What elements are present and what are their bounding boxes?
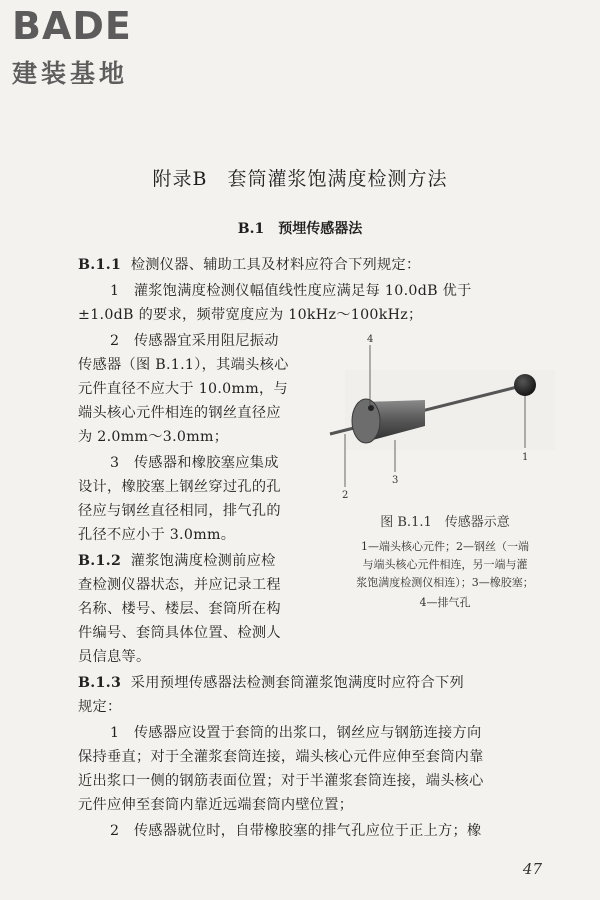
clause-number: B.1.1 bbox=[78, 257, 122, 273]
paragraph-line: 1 灌浆饱满度检测仪幅值线性度应满足每 10.0dB 优于 bbox=[110, 283, 472, 299]
figure-label-4: 4 bbox=[367, 334, 374, 345]
paragraph-line: 件编号、套筒具体位置、检测人 bbox=[78, 625, 281, 641]
paragraph-line: ±1.0dB 的要求，频带宽度应为 10kHz～100kHz； bbox=[78, 307, 423, 323]
paragraph-line: 保持垂直；对于全灌浆套筒连接，端头核心元件应伸至套筒内靠 bbox=[78, 749, 484, 765]
figure-caption-line: 1—端头核心元件；2—钢丝（一端 bbox=[361, 540, 529, 553]
sensor-figure bbox=[325, 330, 555, 510]
figure-label-3: 3 bbox=[392, 475, 399, 486]
clause-text: 采用预埋传感器法检测套筒灌浆饱满度时应符合下列 bbox=[130, 675, 464, 691]
paragraph-line: 名称、楼号、楼层、套筒所在构 bbox=[78, 601, 281, 617]
clause-b112 bbox=[78, 550, 276, 572]
clause-b113 bbox=[78, 672, 464, 694]
paragraph-line: 2 传感器就位时，自带橡胶塞的排气孔应位于正上方；橡 bbox=[110, 823, 482, 839]
clause-number: B.1.2 bbox=[78, 553, 122, 569]
paragraph-line: 元件直径不应大于 10.0mm，与 bbox=[78, 381, 288, 397]
clause-number: B.1.3 bbox=[78, 675, 122, 691]
vent-hole bbox=[368, 405, 374, 411]
paragraph-line: 径应与钢丝直径相同，排气孔的 bbox=[78, 503, 281, 519]
paragraph-line: 1 传感器应设置于套筒的出浆口，钢丝应与钢筋连接方向 bbox=[110, 725, 482, 741]
clause-text: 检测仪器、辅助工具及材料应符合下列规定： bbox=[130, 257, 421, 273]
page-title: 附录B 套筒灌浆饱满度检测方法 bbox=[152, 168, 448, 190]
paragraph-line: 查检测仪器状态，并应记录工程 bbox=[78, 577, 281, 593]
paragraph-line: 端头核心元件相连的钢丝直径应 bbox=[78, 405, 281, 421]
plug-face bbox=[352, 399, 380, 443]
logo-subtitle: 建装基地 bbox=[12, 59, 129, 88]
figure-label-2: 2 bbox=[342, 490, 349, 501]
page-number: 47 bbox=[522, 860, 542, 878]
core-element bbox=[514, 374, 536, 396]
figure-caption-line: 与端头核心元件相连，另一端与灌 bbox=[362, 558, 528, 571]
paragraph-line: 孔径不应小于 3.0mm。 bbox=[78, 527, 236, 543]
figure-caption-line: 浆饱满度检测仪相连）；3—橡胶塞； bbox=[356, 576, 534, 589]
paragraph-line: 规定： bbox=[78, 699, 122, 715]
logo-wordmark: BADE bbox=[12, 4, 132, 48]
paragraph-line: 员信息等。 bbox=[78, 649, 151, 665]
figure-caption-title: 图 B.1.1 传感器示意 bbox=[380, 515, 510, 530]
figure-caption-line: 4—排气孔 bbox=[419, 596, 471, 609]
clause-b111 bbox=[78, 254, 421, 276]
paragraph-line: 为 2.0mm～3.0mm； bbox=[78, 429, 229, 445]
section-heading: B.1 预埋传感器法 bbox=[237, 221, 363, 237]
paragraph-line: 2 传感器宜采用阻尼振动 bbox=[110, 333, 279, 349]
paragraph-line: 3 传感器和橡胶塞应集成 bbox=[110, 455, 279, 471]
paragraph-line: 元件应伸至套筒内靠近远端套筒内壁位置； bbox=[78, 797, 354, 813]
paragraph-line: 近出浆口一侧的钢筋表面位置；对于半灌浆套筒连接，端头核心 bbox=[78, 773, 484, 789]
clause-text: 灌浆饱满度检测前应检 bbox=[130, 553, 276, 569]
paragraph-line: 传感器（图 B.1.1），其端头核心 bbox=[78, 357, 289, 373]
logo bbox=[12, 6, 182, 92]
figure-label-1: 1 bbox=[522, 452, 529, 463]
paragraph-line: 设计，橡胶塞上钢丝穿过孔的孔 bbox=[78, 479, 281, 495]
